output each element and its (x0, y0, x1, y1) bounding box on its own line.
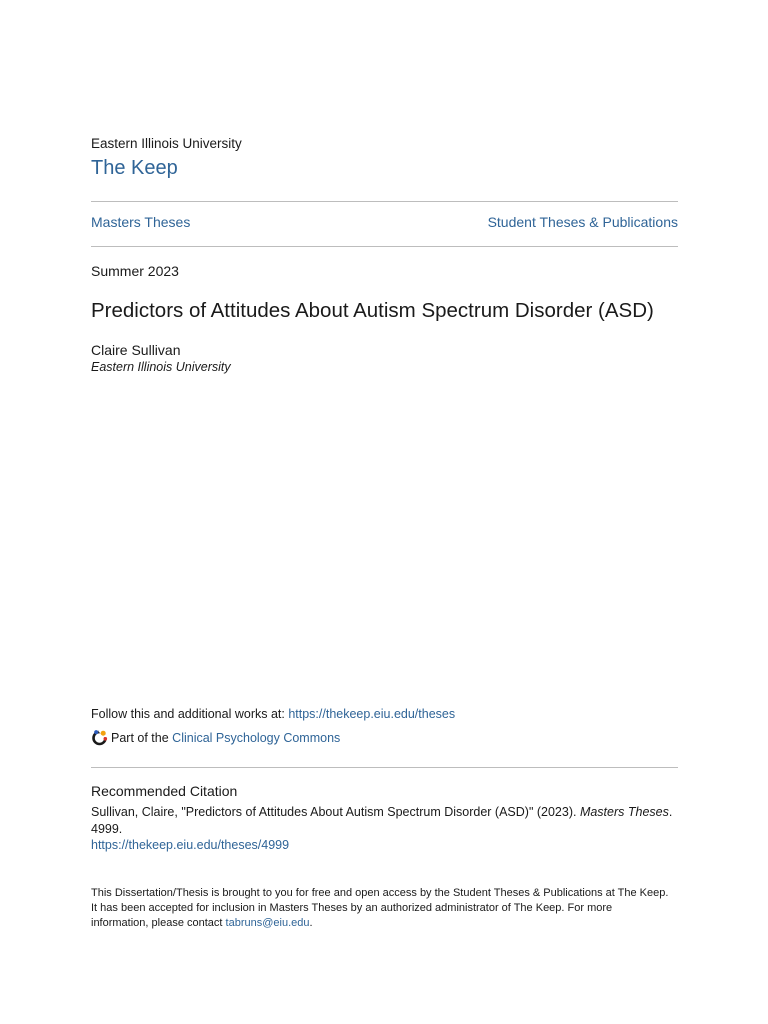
follow-text: Follow this and additional works at: (91, 707, 289, 721)
institution-name: Eastern Illinois University (91, 136, 242, 151)
repository-link[interactable]: The Keep (91, 157, 178, 179)
divider-citation (91, 767, 678, 768)
citation-series: Masters Theses (579, 805, 669, 819)
citation-url-link[interactable]: https://thekeep.eiu.edu/theses/4999 (91, 838, 290, 852)
notice-text: This Dissertation/Thesis is brought to you for free and open access by the Student Theses & Publications at The Keep. It has been accepted for inclusion in Masters Theses by an authorized administrator of The Keep. For more information, please contact (91, 887, 669, 929)
recommended-citation-heading: Recommended Citation (91, 783, 238, 799)
theses-collection-link[interactable]: https://thekeep.eiu.edu/theses (288, 707, 456, 721)
part-of-line (91, 729, 340, 746)
part-of-text: Part of the (111, 730, 169, 745)
citation-series-suffix: . (668, 805, 673, 819)
access-notice (91, 886, 671, 931)
citation-body: Sullivan, Claire, "Predictors of Attitudes About Autism Spectrum Disorder (ASD)" (2023). (91, 805, 580, 819)
citation-number: 4999. (91, 821, 123, 836)
divider-top (91, 201, 678, 202)
student-theses-link[interactable]: Student Theses & Publications (487, 214, 678, 230)
contact-email-link[interactable]: tabruns@eiu.edu (225, 917, 310, 929)
network-commons-icon (91, 729, 108, 746)
notice-end: . (309, 917, 313, 929)
cover-page (91, 0, 678, 1024)
citation-text (91, 804, 678, 837)
author-affiliation: Eastern Illinois University (91, 360, 231, 374)
divider-breadcrumb (91, 246, 678, 247)
masters-theses-link[interactable]: Masters Theses (91, 214, 191, 230)
follow-line (91, 707, 455, 721)
document-title: Predictors of Attitudes About Autism Spectrum Disorder (ASD) (91, 299, 654, 322)
clinical-psychology-commons-link[interactable]: Clinical Psychology Commons (172, 730, 341, 745)
publication-date: Summer 2023 (91, 263, 179, 279)
author-name: Claire Sullivan (91, 342, 181, 358)
